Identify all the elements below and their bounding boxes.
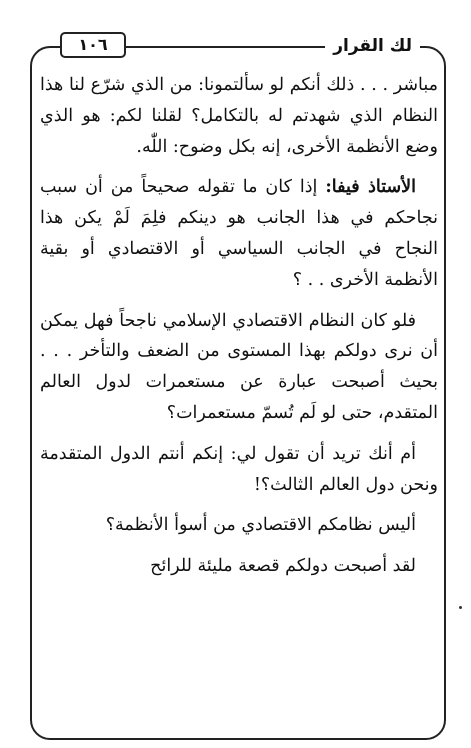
speaker-name: الأستاذ فيفا: bbox=[325, 177, 416, 198]
paragraph bbox=[40, 306, 438, 429]
paragraph-text: أليس نظامكم الاقتصادي من أسوأ الأنظمة؟ bbox=[105, 515, 416, 536]
paragraph bbox=[40, 70, 438, 162]
paragraph-text: مباشر . . . ذلك أنكم لو سألتمونا: من الذي شرّع لنا هذا النظام الذي شهدتم له بالتكامل؟ لقلنا لكم: هو الذي وضع الأنظمة الأخرى، إنه بكل وضوح: اللّٰه. bbox=[40, 75, 438, 157]
header-title: لك القرار bbox=[325, 34, 420, 58]
paragraph-text: أم أنك تريد أن تقول لي: إنكم أنتم الدول المتقدمة ونحن دول العالم الثالث؟! bbox=[40, 443, 438, 495]
paragraph-text: إذا كان ما تقوله صحيحاً من أن سبب نجاحكم في هذا الجانب هو دينكم فلِمَ لَمْ يكن هذا النجاح في الجانب السياسي أو الاقتصادي أو بقية الأنظمة الأخرى . . ؟ bbox=[40, 177, 438, 290]
paragraph bbox=[40, 510, 438, 541]
margin-dot bbox=[459, 606, 462, 609]
paragraph bbox=[40, 172, 438, 295]
paragraph-text: فلو كان النظام الاقتصادي الإسلامي ناجحاً فهل يمكن أن نرى دولكم بهذا المستوى من الضعف والتأخر . . . بحيث أصبحت عبارة عن مستعمرات لدول العالم المتقدم، حتى لو لَم تُسمّ مستعمرات؟ bbox=[40, 310, 438, 423]
running-header bbox=[60, 32, 420, 60]
paragraph-text: لقد أصبحت دولكم قصعة مليئة للرائح bbox=[150, 556, 416, 577]
paragraph bbox=[40, 551, 438, 582]
paragraph bbox=[40, 439, 438, 501]
page-number: ١٠٦ bbox=[60, 32, 126, 58]
body-text bbox=[40, 70, 438, 592]
